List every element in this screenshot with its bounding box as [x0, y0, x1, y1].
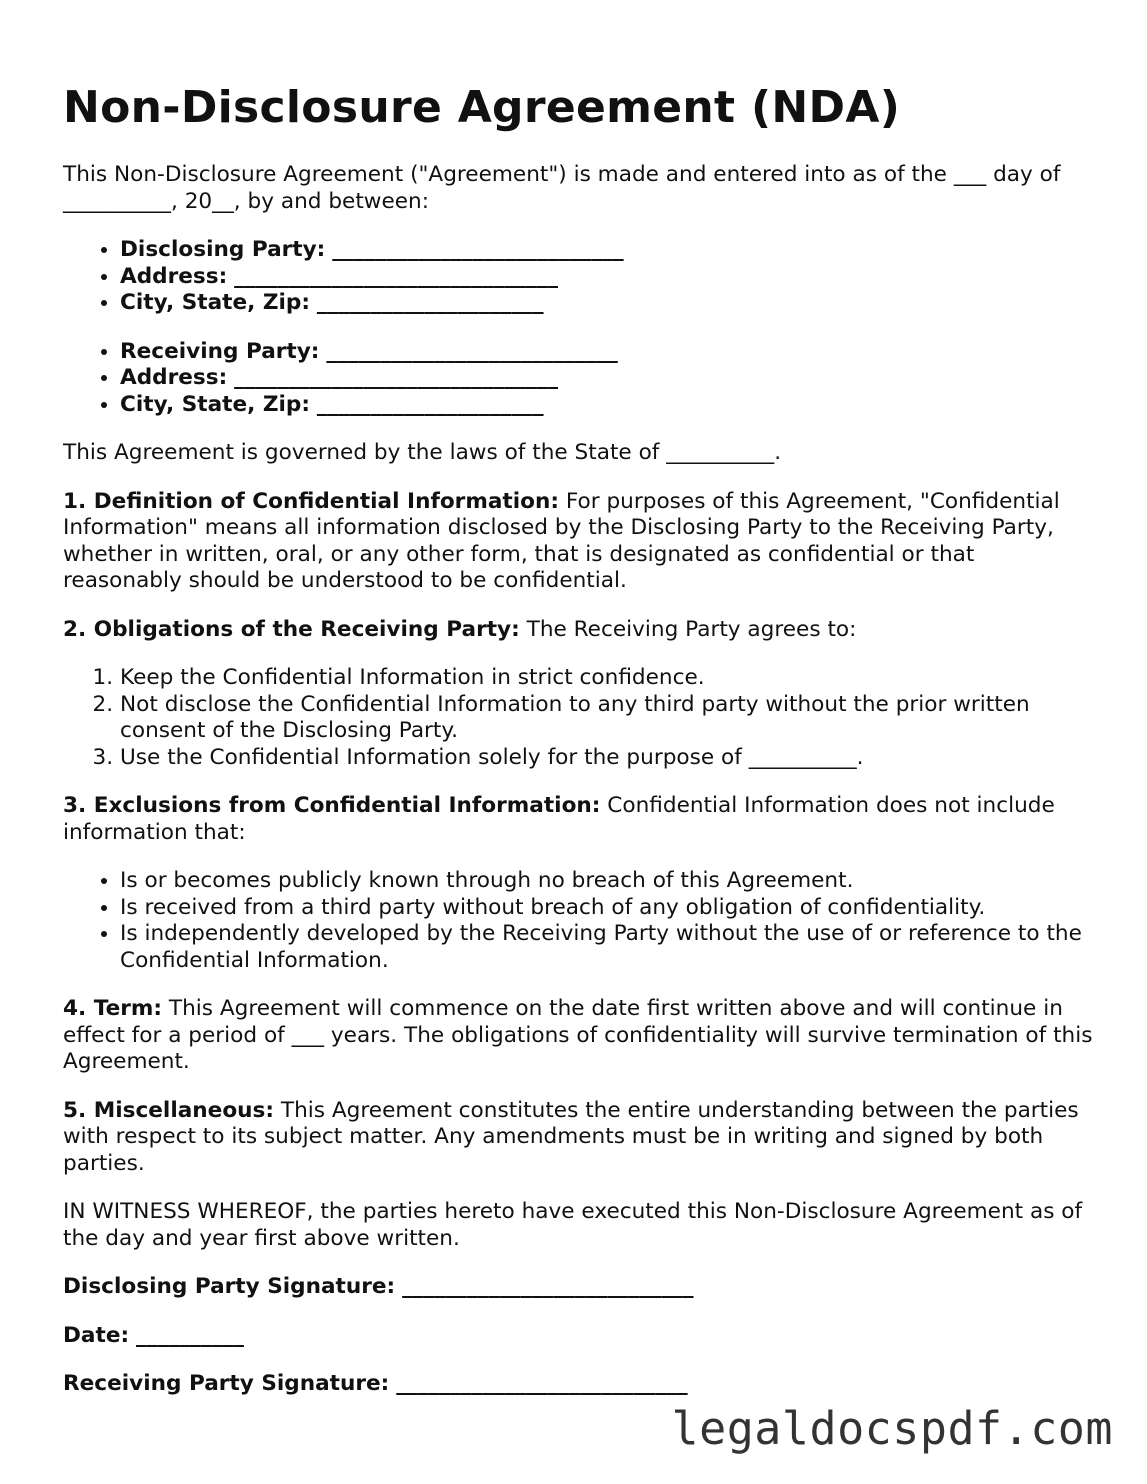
section-1-heading: 1. Definition of Confidential Information: [63, 488, 559, 514]
section-2-body: The Receiving Party agrees to: [526, 616, 857, 642]
exclusion-item: • Is received from a third party without breach of any obligation of confidentiality. [120, 895, 1093, 922]
disclosing-party-name: • Disclosing Party: ___________________________ [120, 237, 1093, 264]
document-title: Non-Disclosure Agreement (NDA) [63, 82, 901, 133]
disclosing-party-address: • Address: ______________________________ [120, 264, 1093, 291]
section-5-heading: 5. Miscellaneous: [63, 1097, 275, 1123]
receiving-party-list [63, 339, 1093, 419]
document-page [63, 78, 1093, 1420]
receiving-party-address: • Address: ______________________________ [120, 365, 1093, 392]
intro-paragraph: This Non-Disclosure Agreement ("Agreement") is made and entered into as of the ___ day of __________, 20__, by and between: [63, 162, 1061, 214]
section-2 [63, 617, 1093, 644]
section-1-body: For purposes of this Agreement, "Confidential Information" means all information disclosed by the Disclosing Party to the Receiving Party, whether in written, oral, or any other form, that is designated as confidential or that reasonably should be understood to be confidential. [63, 488, 1060, 593]
section-5-body: This Agreement constitutes the entire understanding between the parties with respect to its subject matter. Any amendments must be in writing and signed by both parties. [63, 1097, 1079, 1176]
section-4 [63, 996, 1093, 1076]
date-line: Date: __________ [63, 1322, 244, 1348]
receiving-signature-line: Receiving Party Signature: ___________________________ [63, 1371, 688, 1396]
obligation-item: 3. Use the Confidential Information solely for the purpose of __________. [120, 745, 1093, 772]
disclosing-party-city: • City, State, Zip: _____________________ [120, 290, 1093, 317]
disclosing-signature-line: Disclosing Party Signature: ___________________________ [63, 1274, 694, 1299]
watermark: legaldocspdf.com [671, 1402, 1113, 1455]
exclusions-list [63, 868, 1093, 974]
section-3-body: Confidential Information does not include information that: [63, 793, 1055, 845]
obligation-item: 2. Not disclose the Confidential Information to any third party without the prior written consent of the Disclosing Party. [120, 692, 1093, 745]
section-5 [63, 1098, 1093, 1178]
obligations-list [63, 665, 1093, 771]
section-2-heading: 2. Obligations of the Receiving Party: [63, 616, 520, 642]
section-1 [63, 489, 1093, 595]
section-3-heading: 3. Exclusions from Confidential Information: [63, 793, 601, 818]
section-3 [63, 793, 1093, 846]
receiving-party-city: • City, State, Zip: _____________________ [120, 392, 1093, 419]
witness-paragraph: IN WITNESS WHEREOF, the parties hereto have executed this Non-Disclosure Agreement as of the day and year first above written. [63, 1199, 1083, 1251]
disclosing-party-list [63, 237, 1093, 317]
exclusion-item: • Is or becomes publicly known through no breach of this Agreement. [120, 868, 1093, 895]
exclusion-item: • Is independently developed by the Receiving Party without the use of or reference to the Confidential Information. [120, 921, 1093, 974]
receiving-party-name: • Receiving Party: ___________________________ [120, 339, 1093, 366]
section-4-heading: 4. Term: [63, 996, 163, 1021]
obligation-item: 1. Keep the Confidential Information in strict confidence. [120, 665, 1093, 692]
section-4-body: This Agreement will commence on the date first written above and will continue in effect for a period of ___ years. The obligations of confidentiality will survive termination of this Agreement. [63, 996, 1093, 1074]
governing-law-paragraph: This Agreement is governed by the laws of the State of __________. [63, 440, 782, 465]
